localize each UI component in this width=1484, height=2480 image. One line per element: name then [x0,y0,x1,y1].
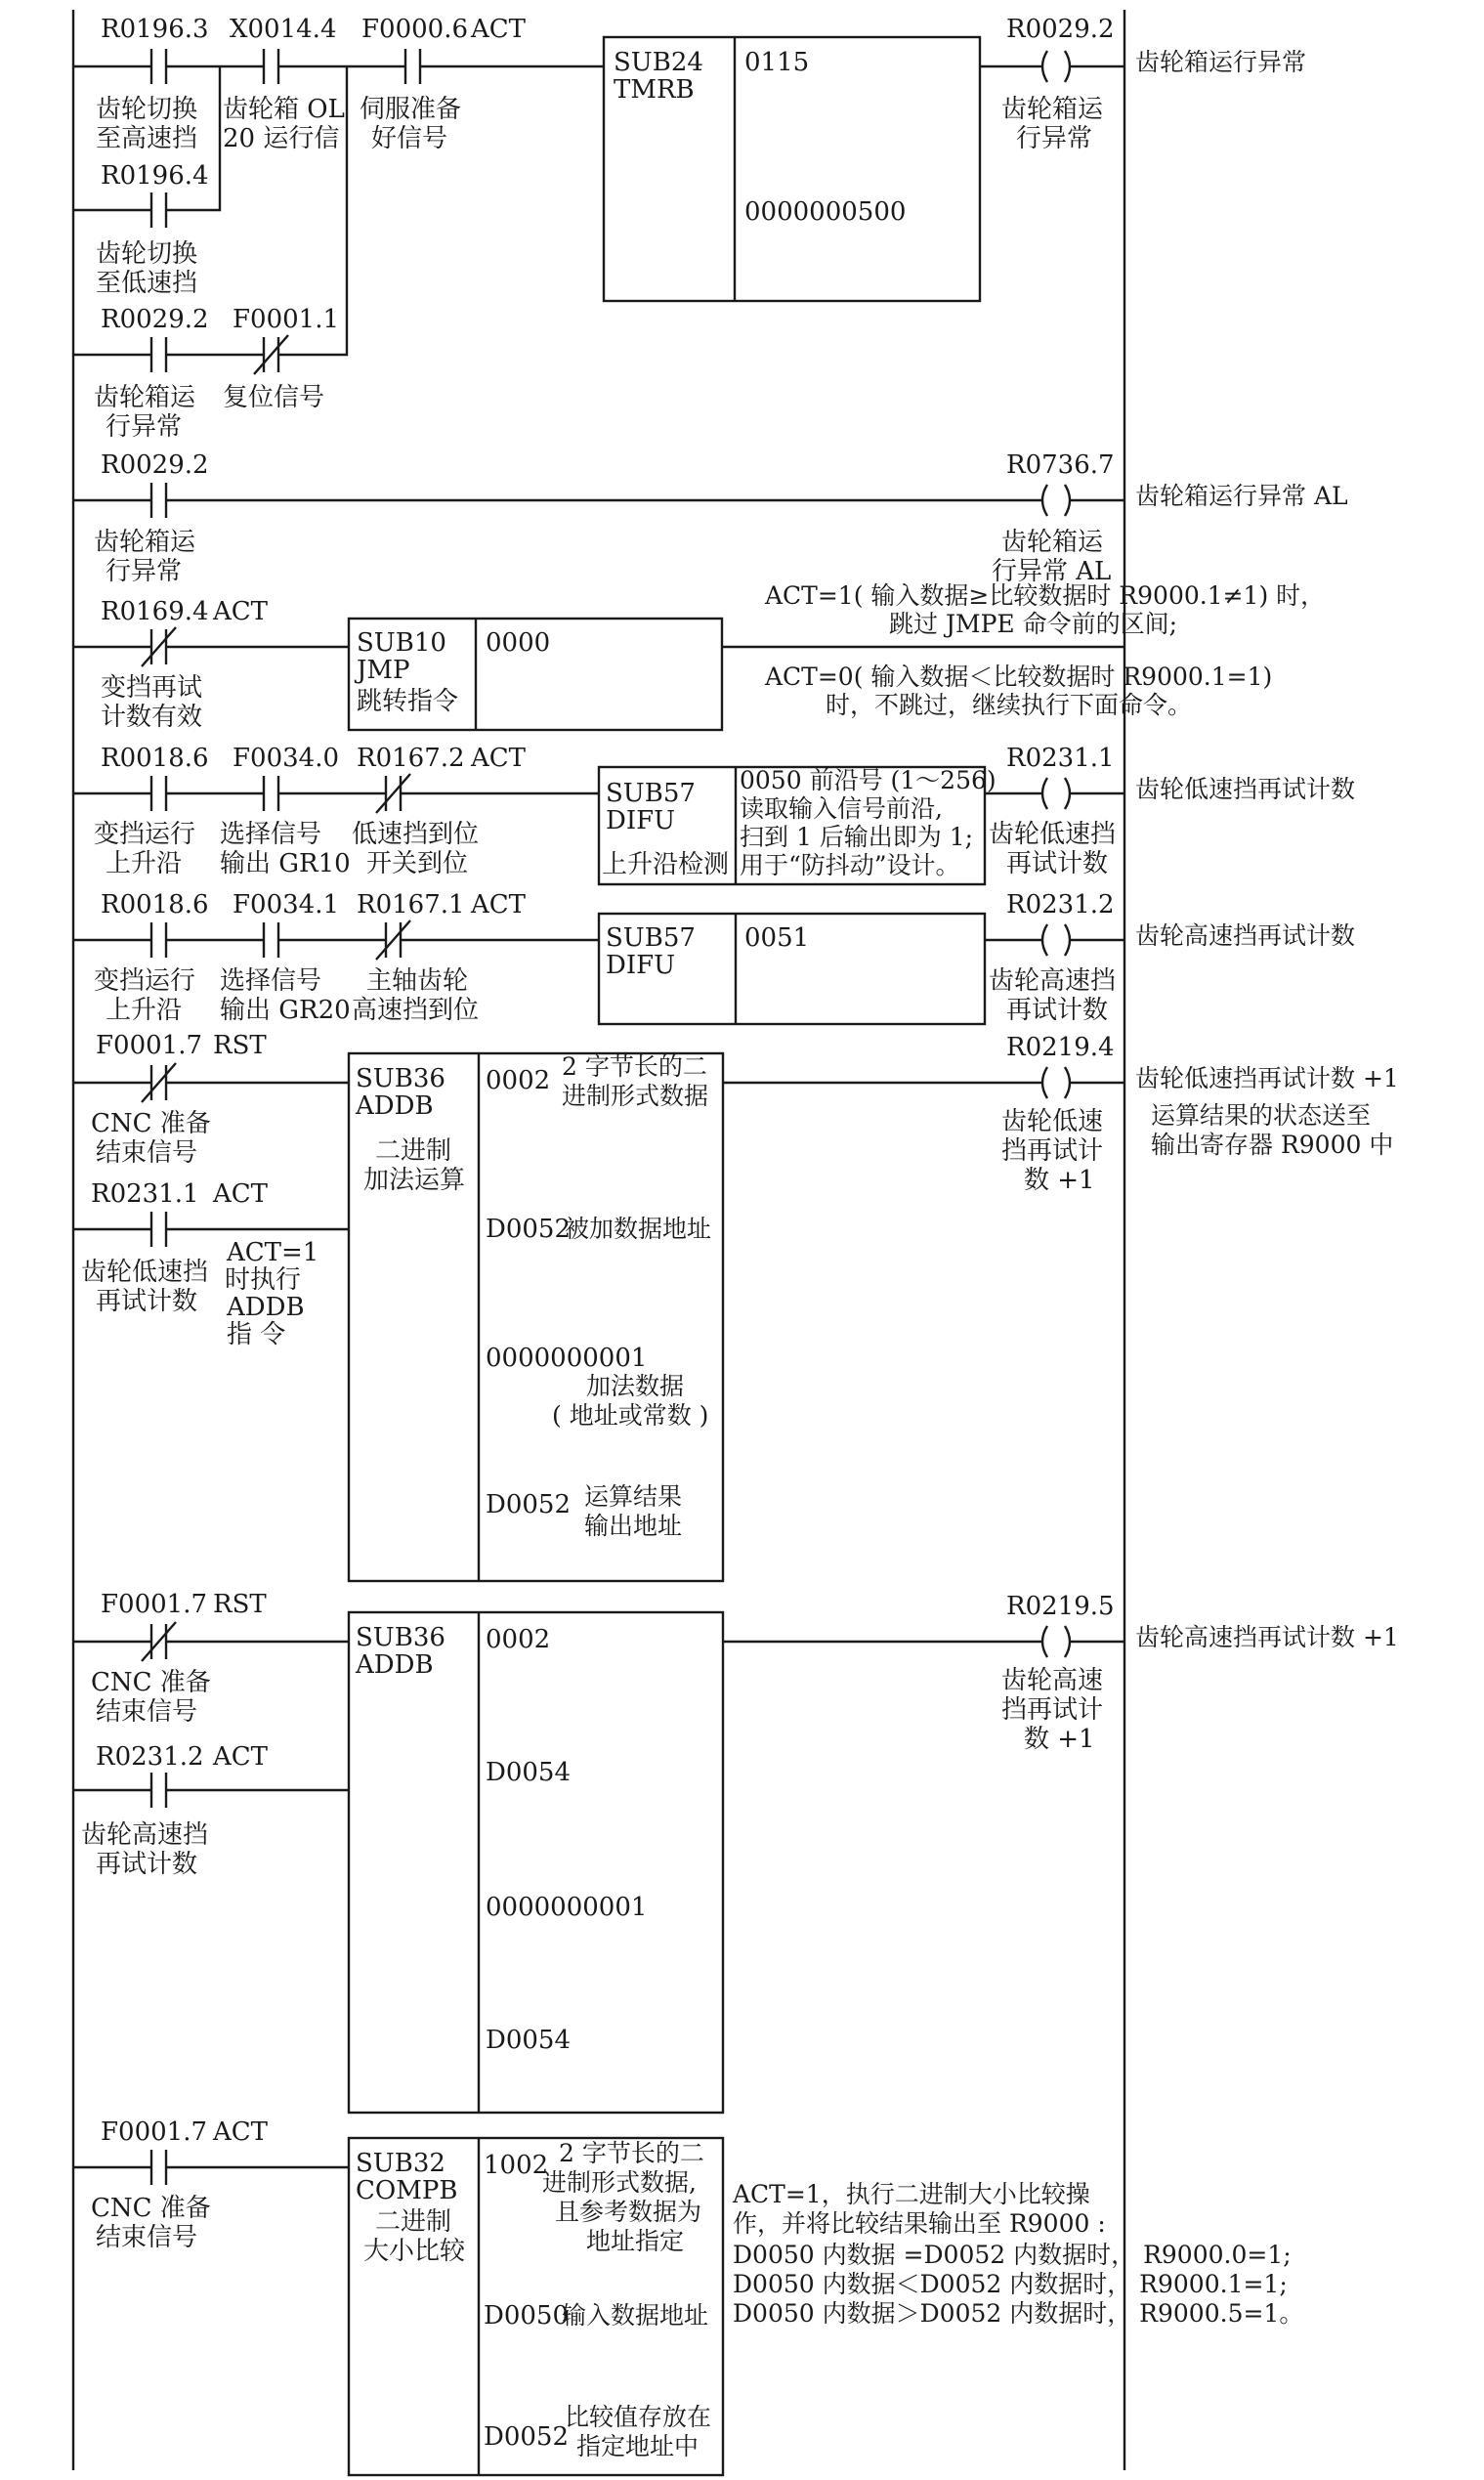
contact-x0014-4-addr: X0014.4 [230,15,337,44]
block-sub-number: SUB36 [356,1623,445,1652]
rung-note: 齿轮低速挡再试计数 [1135,775,1356,803]
block-desc: 二进制 [375,1136,452,1166]
coil-r0029-2-desc: 齿轮箱运 [1001,95,1104,124]
block-sub-number: SUB24 [614,48,703,77]
contact-r0196-3[interactable] [151,49,166,84]
rung-4 [73,744,1355,884]
act-label: ACT [471,890,527,919]
block-sub-number: SUB10 [357,628,446,658]
contact-desc2: 行异常 [106,557,183,586]
contact-addr: R0231.1 [91,1179,199,1209]
contact-desc2: 开关到位 [366,849,469,878]
coil-desc2: 挡再试计 [1001,1695,1104,1725]
block-name: TMRB [614,75,695,105]
block-param: 0000000001 [486,1344,648,1373]
block-param: 0002 [486,1066,551,1095]
block-param-line: 用于“防抖动”设计。 [740,851,960,879]
block-desc2: 加法运算 [363,1166,466,1195]
contact-r0029-2-desc: 齿轮箱运 [94,383,196,412]
rung-6 [73,1031,1399,1581]
contact-f0000-6-desc: 伺服准备 [360,95,462,124]
coil-desc: 齿轮箱运 [1001,528,1104,557]
block-name: ADDB [356,1091,434,1121]
contact-desc: 齿轮低速挡 [81,1258,209,1287]
block-name: DIFU [606,951,676,980]
jmp-note-line: 时，不跳过，继续执行下面命令。 [826,691,1193,719]
compb-note-line: ACT=1，执行二进制大小比较操 [733,2180,1090,2208]
coil-addr: R0219.4 [1006,1033,1115,1062]
block-sub-number: SUB57 [606,923,696,953]
contact-r0167-2-addr: R0167.2 [357,744,465,773]
contact-f0034-0-addr: F0034.0 [233,744,340,773]
coil-r0029-2-desc2: 行异常 [1016,124,1093,153]
rung-note: 齿轮低速挡再试计数 +1 [1135,1064,1399,1092]
coil-desc2: 再试计数 [1006,849,1109,878]
block-param-desc: 输入数据地址 [562,2301,709,2330]
block-param: 0000000500 [744,197,907,227]
contact-x0014-4[interactable] [264,49,278,84]
block-param-desc: 被加数据地址 [565,1215,712,1243]
contact-f0000-6-addr: F0000.6 [361,15,469,44]
block-param: 0115 [744,48,810,77]
contact-r0018-6-addr: R0018.6 [101,744,209,773]
coil-r0736-7[interactable] [1042,485,1070,516]
block-param: 0000 [486,628,551,658]
coil-desc3: 数 +1 [1024,1725,1095,1754]
contact-desc: 选择信号 [220,966,322,996]
contact-addr: F0034.1 [233,890,340,919]
rst-label: RST [213,1590,267,1619]
block-param: D0052 [484,2422,570,2452]
rung-note: 齿轮箱运行异常 [1135,48,1307,76]
contact-desc2: 输出 GR20 [220,996,351,1025]
contact-desc: 低速挡到位 [352,820,480,849]
block-name: JMP [357,656,410,685]
contact-addr: F0001.7 [101,1590,208,1619]
contact-desc2: 结束信号 [96,1138,198,1168]
block-param: D0054 [486,2026,572,2055]
contact-desc: 变挡运行 [94,966,196,996]
act-label: ACT [471,15,527,44]
contact-f0034-1[interactable] [264,922,278,958]
block-name: DIFU [606,806,676,835]
coil-desc2: 挡再试计 [1001,1136,1104,1166]
block-param-desc: 进制形式数据 [562,1082,709,1110]
contact-f0000-6[interactable] [405,49,420,84]
rung-3 [73,581,1325,732]
contact-r0018-6-a[interactable] [151,776,166,811]
contact-r0196-3-desc2: 至高速挡 [96,124,198,153]
block-param-desc: 2 字节长的二 [562,1052,707,1081]
block-desc: 跳转指令 [357,687,459,716]
block-param-desc: 指定地址中 [576,2432,700,2460]
block-param-line: 读取输入信号前沿, [740,794,943,823]
block-param: D0050 [484,2301,570,2330]
contact-r0231-2[interactable] [151,1773,166,1808]
contact-desc2: 再试计数 [96,1850,198,1879]
rung-note: 齿轮箱运行异常 AL [1135,482,1348,510]
block-param: 0000000001 [486,1893,648,1922]
contact-desc2: 再试计数 [96,1287,198,1316]
contact-desc: CNC 准备 [91,1668,211,1697]
rung-note: 齿轮高速挡再试计数 +1 [1135,1623,1399,1651]
act-label: ACT [471,744,527,773]
coil-addr: R0231.1 [1006,744,1115,773]
contact-r0029-2-desc2: 行异常 [106,412,183,442]
contact-f0001-1-desc: 复位信号 [223,383,325,412]
block-param-desc: 且参考数据为 [555,2198,702,2226]
compb-note-line: 作，并将比较结果输出至 R9000 : [733,2209,1106,2238]
contact-f0034-0[interactable] [264,776,278,811]
block-param: 1002 [484,2151,549,2180]
contact-desc: CNC 准备 [91,2194,211,2223]
contact-desc: 齿轮箱运 [94,528,196,557]
contact-desc: 变挡再试 [101,673,203,703]
compb-note-line: D0050 内数据 =D0052 内数据时， R9000.0=1; [733,2241,1292,2269]
coil-desc2: 再试计数 [1006,996,1109,1025]
block-desc: 二进制 [375,2207,452,2237]
contact-addr: R0167.1 [357,890,465,919]
block-param: 0051 [744,923,810,953]
act-label: ACT [213,1742,269,1772]
block-param-desc: 2 字节长的二 [559,2139,704,2167]
rung-note-line: 输出寄存器 R9000 中 [1151,1131,1394,1159]
block-param-desc: 比较值存放在 [565,2403,712,2431]
coil-r0231-2[interactable] [1042,924,1070,956]
contact-x0014-4-desc2: 20 运行信 [223,124,340,153]
contact-desc2: 上升沿 [106,849,183,878]
block-desc2: 大小比较 [363,2237,466,2266]
rung-2 [73,450,1348,586]
jmp-note-line: ACT=0( 输入数据＜比较数据时 R9000.1=1) [765,663,1273,691]
contact-f0001-7-c[interactable] [151,2150,166,2185]
contact-r0196-3-desc: 齿轮切换 [96,95,198,124]
block-sub-number: SUB57 [606,779,696,808]
rung-note-line: 运算结果的状态送至 [1151,1101,1372,1130]
rung-1 [73,15,1306,442]
contact-desc2: 结束信号 [96,1697,198,1727]
contact-r0018-6-b[interactable] [151,922,166,958]
contact-desc: 变挡运行 [94,820,196,849]
coil-addr: R0219.5 [1006,1592,1115,1621]
act-note-line: 时执行 [225,1265,302,1295]
act-label: ACT [213,597,269,626]
coil-desc: 齿轮低速挡 [989,820,1117,849]
block-desc: 上升沿检测 [602,850,730,879]
coil-r0219-5[interactable] [1042,1626,1070,1657]
coil-r0029-2[interactable] [1042,51,1070,82]
rst-label: RST [213,1031,267,1060]
contact-r0029-2-addr: R0029.2 [101,305,209,334]
contact-x0014-4-desc: 齿轮箱 OL [223,95,345,124]
coil-desc: 齿轮高速挡 [989,966,1117,996]
block-sub-number: SUB36 [356,1064,445,1093]
act-note-line: ACT=1 [227,1238,319,1267]
block-param: 0002 [486,1625,551,1654]
coil-desc3: 数 +1 [1024,1166,1095,1195]
act-note-line: 指 令 [227,1320,286,1349]
contact-r0029-2-b[interactable] [151,483,166,518]
compb-note-line: D0050 内数据＜D0052 内数据时， R9000.1=1; [733,2270,1288,2298]
act-label: ACT [213,1179,269,1209]
contact-r0196-4-desc2: 至低速挡 [96,269,198,298]
contact-desc2: 高速挡到位 [352,996,480,1025]
contact-addr: R0169.4 [101,597,209,626]
block-param: D0052 [486,1215,572,1244]
coil-desc: 齿轮低速 [1001,1107,1104,1136]
contact-r0231-1[interactable] [151,1212,166,1247]
coil-desc: 齿轮高速 [1001,1666,1104,1695]
contact-desc2: 输出 GR10 [220,849,351,878]
rung-5 [73,890,1355,1025]
contact-f0000-6-desc2: 好信号 [371,124,448,153]
block-param-line: 扫到 1 后输出即为 1; [740,823,974,851]
contact-r0029-2-a[interactable] [151,337,166,372]
contact-desc: 齿轮高速挡 [81,1820,209,1850]
jmp-note-line: ACT=1( 输入数据≥比较数据时 R9000.1≠1) 时， [765,581,1326,610]
act-note-line: ADDB [227,1293,305,1322]
contact-desc2: 结束信号 [96,2223,198,2252]
contact-desc: 选择信号 [220,820,322,849]
rung-note: 齿轮高速挡再试计数 [1135,921,1356,950]
block-name: COMPB [356,2176,458,2205]
block-param: D0054 [486,1758,572,1787]
contact-r0196-3-addr: R0196.3 [101,15,209,44]
compb-note-line: D0050 内数据＞D0052 内数据时， R9000.5=1。 [733,2299,1304,2328]
coil-r0231-1[interactable] [1042,778,1070,809]
contact-r0196-4-addr: R0196.4 [101,161,209,191]
coil-addr: R0231.2 [1006,890,1115,919]
block-param-desc: 加法数据 [586,1372,685,1400]
rung-7 [73,1590,1399,2113]
coil-addr: R0736.7 [1006,450,1115,480]
contact-desc2: 计数有效 [101,703,203,732]
block-param-desc: 输出地址 [584,1512,683,1540]
block-name: ADDB [356,1650,434,1680]
contact-f0001-1-addr: F0001.1 [233,305,340,334]
jmp-note-line: 跳过 JMPE 命令前的区间; [889,610,1178,638]
block-param-desc: ( 地址或常数 ) [552,1401,709,1430]
contact-r0196-4-desc: 齿轮切换 [96,239,198,269]
contact-desc: CNC 准备 [91,1109,211,1138]
contact-addr: F0001.7 [101,2117,208,2147]
block-param-desc: 运算结果 [584,1482,683,1511]
contact-desc2: 上升沿 [106,996,183,1025]
coil-r0219-4[interactable] [1042,1067,1070,1098]
contact-addr: F0001.7 [96,1031,203,1060]
block-param: D0052 [486,1490,572,1519]
contact-addr: R0018.6 [101,890,209,919]
contact-addr: R0231.2 [96,1742,204,1772]
block-param-line: 0050 前沿号 (1～256) [740,766,996,794]
block-sub-number: SUB32 [356,2149,445,2178]
contact-r0196-4[interactable] [151,192,166,228]
block-param-desc: 进制形式数据, [542,2168,697,2197]
block-param-desc: 地址指定 [586,2227,685,2255]
rung-8 [73,2117,1303,2475]
contact-desc: 主轴齿轮 [366,966,469,996]
coil-desc2: 行异常 AL [992,557,1112,586]
coil-r0029-2-addr: R0029.2 [1006,15,1115,44]
contact-addr: R0029.2 [101,450,209,480]
act-label: ACT [213,2117,269,2147]
